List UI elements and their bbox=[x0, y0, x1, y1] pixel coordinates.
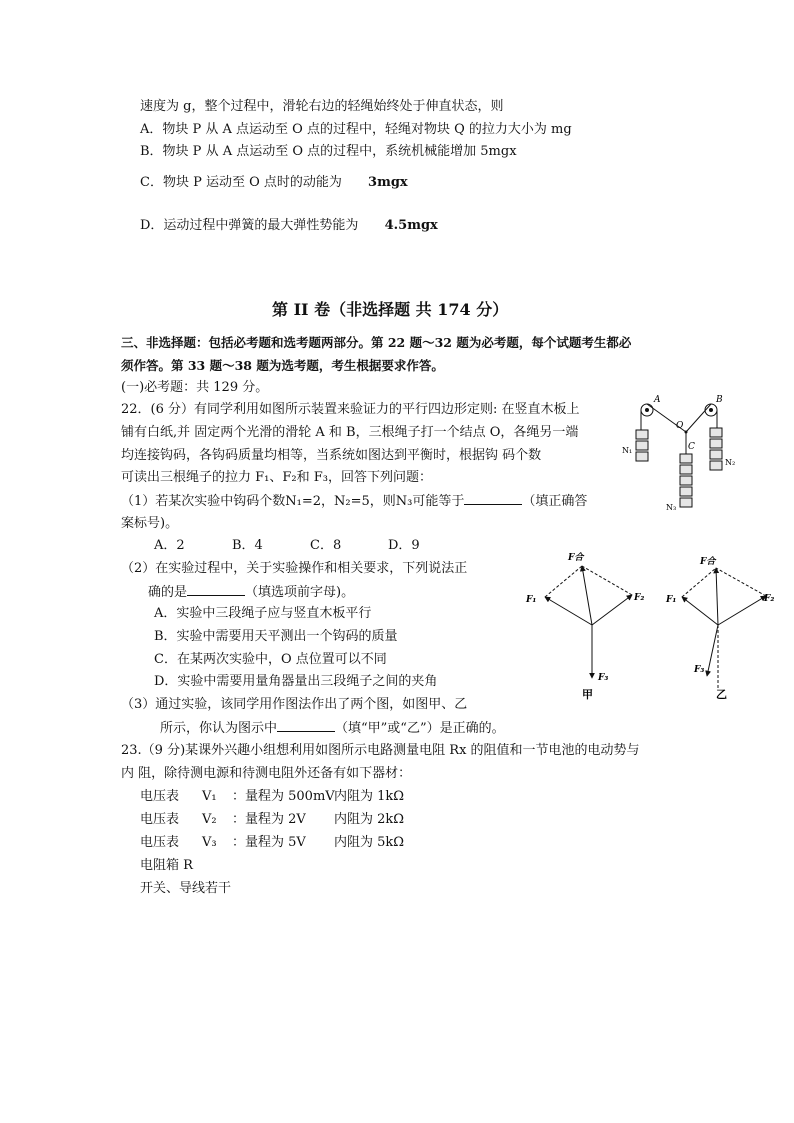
q22-part2-line2 bbox=[148, 583, 354, 602]
label-f3: F₃ bbox=[694, 665, 705, 675]
meter-symbol: V₁ bbox=[202, 789, 217, 804]
option-c-value: 3mgx bbox=[368, 175, 408, 190]
choice-d: D．9 bbox=[388, 538, 420, 553]
choice-b: B．4 bbox=[232, 538, 263, 553]
label-o: O bbox=[676, 421, 684, 431]
label-n1: N₁ bbox=[622, 446, 633, 455]
knot-o-icon bbox=[685, 431, 688, 434]
option-a: A．物块 P 从 A 点运动至 O 点的过程中，轻绳对物块 Q 的拉力大小为 mg bbox=[140, 122, 572, 137]
label-f-he: F合 bbox=[700, 557, 716, 567]
meter-range: ：量程为 5V bbox=[232, 835, 306, 850]
section-intro: 三、非选择题：包括必考题和选考题两部分。第 22 题～32 题为必考题，每个试题考生都必 bbox=[121, 335, 632, 350]
answer-blank[interactable] bbox=[464, 492, 522, 505]
q23-line: 内 阻，除待测电源和待测电阻外还备有如下器材： bbox=[121, 766, 412, 781]
meter-row bbox=[140, 834, 404, 852]
q22-part1 bbox=[121, 492, 587, 511]
required-heading: (一)必考题：共 129 分。 bbox=[121, 380, 269, 395]
q22-part3-text: 所示，你认为图示中 bbox=[160, 721, 278, 736]
switch-wires: 开关、导线若干 bbox=[140, 881, 232, 896]
label-f3: F₃ bbox=[598, 673, 609, 683]
resistance-box: 电阻箱 R bbox=[140, 858, 193, 873]
option-d bbox=[140, 217, 438, 235]
meter-range: ：量程为 2V bbox=[232, 812, 306, 827]
label-b: B bbox=[716, 395, 723, 405]
label-f-he: F合 bbox=[568, 553, 584, 563]
section-title: 第 II 卷（非选择题 共 174 分） bbox=[272, 300, 509, 319]
q22-part3-line2 bbox=[160, 719, 505, 738]
pulley-diagram bbox=[620, 390, 760, 515]
label-c: C bbox=[688, 442, 695, 452]
meter-range: ：量程为 500mV bbox=[232, 789, 335, 804]
option-b: B．物块 P 从 A 点运动至 O 点的过程中，系统机械能增加 5mgx bbox=[140, 144, 517, 159]
meter-name: 电压表 bbox=[140, 789, 180, 804]
label-f1: F₁ bbox=[526, 595, 537, 605]
caption-jia: 甲 bbox=[582, 688, 593, 701]
meter-resistance: 内阻为 2kΩ bbox=[334, 812, 405, 827]
q22-part2-text: 确的是 bbox=[148, 585, 188, 600]
meter-symbol: V₂ bbox=[202, 812, 217, 827]
q23-line: 23.（9 分)某课外兴趣小组想利用如图所示电路测量电阻 Rx 的阻值和一节电池的电动势与 bbox=[121, 743, 640, 758]
choice-a: A．2 bbox=[154, 538, 185, 553]
q22-line: 可读出三根绳子的拉力 F₁、F₂和 F₃，回答下列问题： bbox=[121, 470, 432, 485]
meter-symbol: V₃ bbox=[202, 835, 217, 850]
q22-part1-tail: 案标号)。 bbox=[121, 516, 179, 531]
label-n2: N₂ bbox=[725, 458, 736, 467]
caption-yi: 乙 bbox=[716, 688, 727, 701]
meter-resistance: 内阻为 5kΩ bbox=[334, 835, 405, 850]
force-diagrams bbox=[520, 540, 790, 705]
label-f2: F₂ bbox=[764, 594, 775, 604]
meter-name: 电压表 bbox=[140, 812, 180, 827]
q22-line: 22．(6 分）有同学利用如图所示装置来验证力的平行四边形定则: 在竖直木板上 bbox=[121, 402, 580, 417]
option-d-value: 4.5mgx bbox=[384, 218, 438, 233]
q22-line: 均连接钩码，各钩码质量均相等，当系统如图达到平衡时，根据钩 码个数 bbox=[121, 448, 542, 463]
option-d-text: D．运动过程中弹簧的最大弹性势能为 bbox=[140, 218, 359, 233]
choice-c: C．8 bbox=[310, 538, 342, 553]
q22-part2-hint: （填选项前字母)。 bbox=[245, 585, 355, 600]
q22-part3-hint: （填“甲”或“乙”）是正确的。 bbox=[335, 721, 505, 736]
q22-option: C．在某两次实验中，O 点位置可以不同 bbox=[154, 652, 387, 667]
label-f2: F₂ bbox=[634, 593, 645, 603]
text-line: 速度为 g，整个过程中，滑轮右边的轻绳始终处于伸直状态，则 bbox=[140, 99, 504, 114]
q22-part3: （3）通过实验，该同学用作图法作出了两个图，如图甲、乙 bbox=[121, 697, 468, 712]
answer-blank[interactable] bbox=[277, 719, 335, 732]
answer-blank[interactable] bbox=[187, 583, 245, 596]
q22-option: D．实验中需要用量角器量出三段绳子之间的夹角 bbox=[154, 674, 438, 689]
section-intro: 须作答。第 33 题～38 题为选考题，考生根据要求作答。 bbox=[121, 358, 444, 373]
q22-choices bbox=[154, 537, 466, 555]
meter-row bbox=[140, 811, 404, 829]
q22-part1-hint: （填正确答 bbox=[522, 494, 588, 509]
label-f1: F₁ bbox=[666, 595, 677, 605]
q22-option: A．实验中三段绳子应与竖直木板平行 bbox=[154, 606, 372, 621]
option-c-text: C．物块 P 运动至 O 点时的动能为 bbox=[140, 175, 342, 190]
label-n3: N₃ bbox=[666, 503, 677, 512]
meter-name: 电压表 bbox=[140, 835, 180, 850]
q22-part1-text: （1）若某次实验中钩码个数N₁=2，N₂=5，则N₃可能等于 bbox=[121, 494, 465, 509]
option-c bbox=[140, 174, 408, 192]
q22-option: B．实验中需要用天平测出一个钩码的质量 bbox=[154, 629, 398, 644]
label-a: A bbox=[654, 395, 661, 405]
q22-line: 铺有白纸,并 固定两个光滑的滑轮 A 和 B，三根绳子打一个结点 O，各绳另一端 bbox=[121, 425, 579, 440]
meter-row bbox=[140, 788, 404, 806]
meter-resistance: 内阻为 1kΩ bbox=[334, 789, 405, 804]
q22-part2: （2）在实验过程中，关于实验操作和相关要求，下列说法正 bbox=[121, 561, 468, 576]
